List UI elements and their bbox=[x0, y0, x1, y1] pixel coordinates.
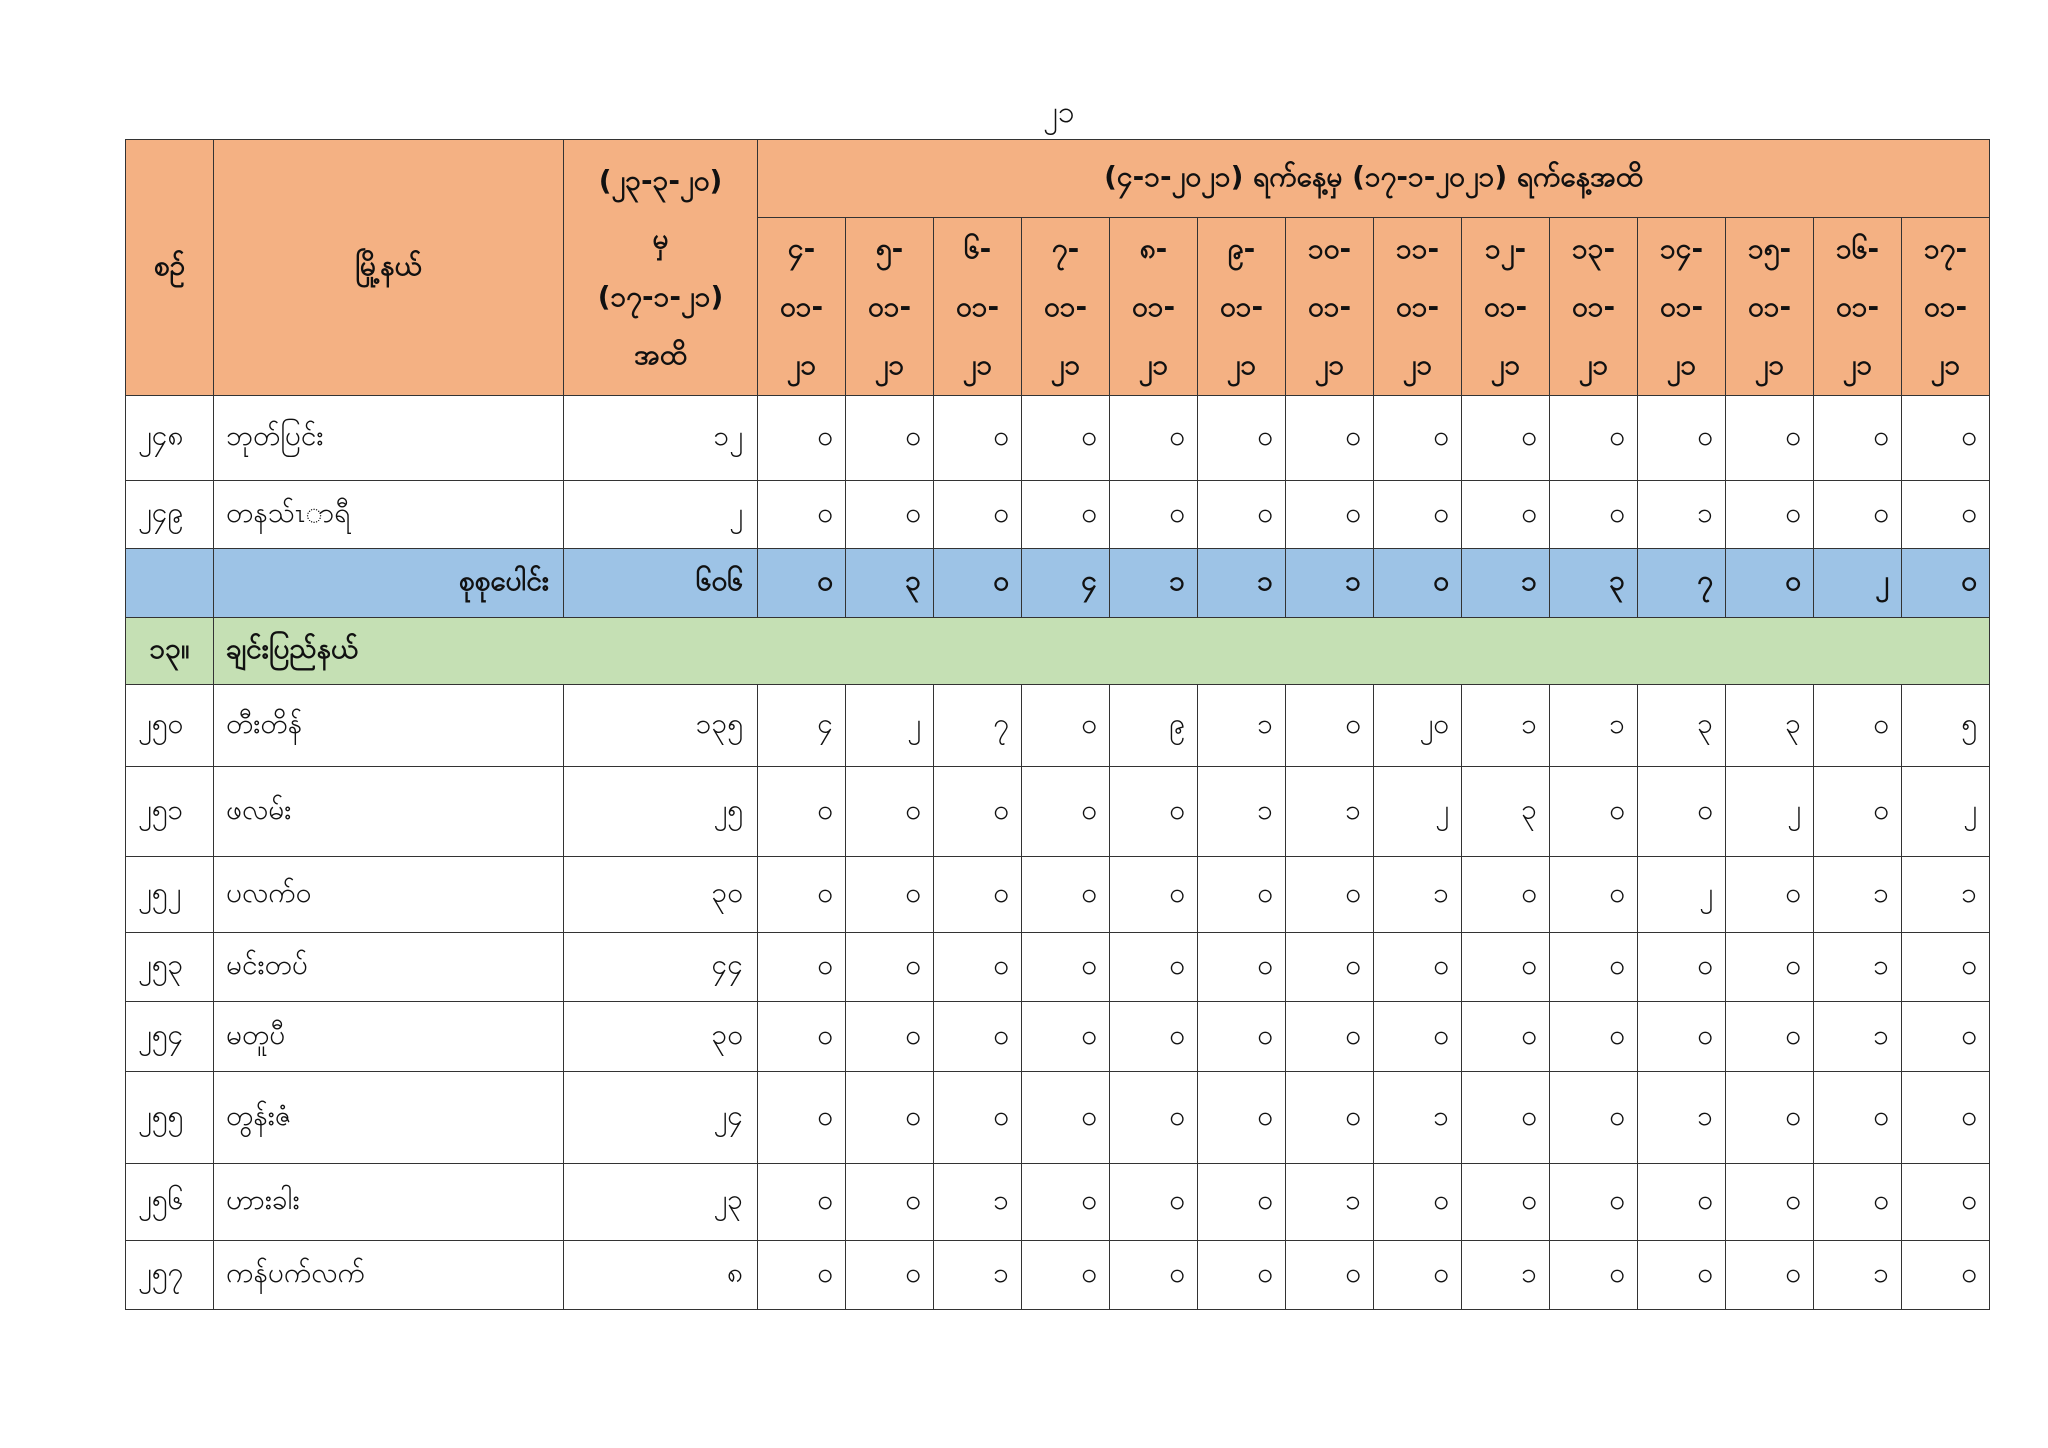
header-day-line: ၁၀- bbox=[1307, 231, 1352, 265]
row-day-value: ၀ bbox=[1110, 933, 1198, 1002]
row-day-value: ၀ bbox=[1110, 396, 1198, 481]
header-day-line: ၀၁- bbox=[1307, 289, 1352, 323]
row-day-value: ၂ bbox=[1726, 767, 1814, 857]
row-day-value: ၀ bbox=[1110, 1164, 1198, 1241]
row-day-value: ၁ bbox=[1286, 767, 1374, 857]
row-day-value: ၀ bbox=[1110, 1072, 1198, 1164]
header-day-line: ၂၁ bbox=[1490, 347, 1521, 381]
row-day-value: ၀ bbox=[1814, 685, 1902, 767]
row-day-value: ၀ bbox=[1110, 1241, 1198, 1310]
header-day-10 bbox=[1550, 218, 1638, 396]
row-day-value: ၃ bbox=[1638, 685, 1726, 767]
row-day-value: ၀ bbox=[934, 767, 1022, 857]
header-day-line: ၂၁ bbox=[1226, 347, 1257, 381]
region-header-row bbox=[126, 618, 1990, 685]
header-date-range: (၄-၁-၂၀၂၁) ရက်နေ့မှ (၁၇-၁-၂၀၂၁) ရက်နေ့အထိ bbox=[758, 140, 1990, 218]
row-day-value: ၂ bbox=[846, 685, 934, 767]
header-day-line: ၂၁ bbox=[1402, 347, 1433, 381]
row-day-value: ၀ bbox=[1902, 396, 1990, 481]
header-day-line: ၀၁- bbox=[1571, 289, 1616, 323]
row-day-value: ၀ bbox=[1814, 1164, 1902, 1241]
header-day-13 bbox=[1814, 218, 1902, 396]
row-day-value: ၀ bbox=[1374, 396, 1462, 481]
row-serial-no: ၂၅၄ bbox=[126, 1002, 214, 1072]
total-row-day-value: ၂ bbox=[1814, 549, 1902, 618]
row-township-name: ဖလမ်း bbox=[214, 767, 564, 857]
row-day-value: ၀ bbox=[1022, 481, 1110, 549]
table-row bbox=[126, 933, 1990, 1002]
row-day-value: ၀ bbox=[1286, 1072, 1374, 1164]
header-day-line: ၂၁ bbox=[786, 347, 817, 381]
row-day-value: ၀ bbox=[758, 1241, 846, 1310]
header-day-line: ၀၁- bbox=[867, 289, 912, 323]
header-day-line: ၁၁- bbox=[1395, 231, 1440, 265]
row-day-value: ၀ bbox=[1286, 1002, 1374, 1072]
header-day-line: ၀၁- bbox=[1483, 289, 1528, 323]
row-day-value: ၀ bbox=[1374, 1241, 1462, 1310]
row-day-value: ၀ bbox=[1286, 933, 1374, 1002]
row-day-value: ၀ bbox=[1286, 857, 1374, 933]
row-day-value: ၀ bbox=[1726, 1241, 1814, 1310]
row-day-value: ၀ bbox=[1550, 933, 1638, 1002]
row-day-value: ၀ bbox=[1198, 1072, 1286, 1164]
header-day-line: ၂၁ bbox=[1754, 347, 1785, 381]
header-day-line: ၀၁- bbox=[1923, 289, 1968, 323]
row-serial-no: ၂၄၈ bbox=[126, 396, 214, 481]
table-row bbox=[126, 1164, 1990, 1241]
row-day-value: ၂ bbox=[1638, 857, 1726, 933]
row-day-value: ၇ bbox=[934, 685, 1022, 767]
row-day-value: ၀ bbox=[1022, 1002, 1110, 1072]
row-day-value: ၀ bbox=[758, 396, 846, 481]
header-day-line: ၆- bbox=[963, 231, 992, 265]
header-day-7 bbox=[1286, 218, 1374, 396]
header-day-3 bbox=[934, 218, 1022, 396]
header-day-line: ၀၁- bbox=[1043, 289, 1088, 323]
row-day-value: ၁ bbox=[1198, 767, 1286, 857]
row-day-value: ၀ bbox=[846, 481, 934, 549]
row-township-name: ကန်ပက်လက် bbox=[214, 1241, 564, 1310]
header-day-8 bbox=[1374, 218, 1462, 396]
page-number: ၂၁ bbox=[1043, 95, 1075, 130]
row-day-value: ၀ bbox=[1814, 767, 1902, 857]
row-day-value: ၃ bbox=[1726, 685, 1814, 767]
row-day-value: ၀ bbox=[1902, 481, 1990, 549]
row-day-value: ၀ bbox=[846, 1164, 934, 1241]
row-day-value: ၀ bbox=[1198, 1164, 1286, 1241]
table-row bbox=[126, 1241, 1990, 1310]
row-day-value: ၀ bbox=[1726, 1002, 1814, 1072]
row-day-value: ၀ bbox=[758, 767, 846, 857]
row-day-value: ၀ bbox=[846, 857, 934, 933]
row-day-value: ၀ bbox=[1198, 396, 1286, 481]
row-day-value: ၀ bbox=[934, 396, 1022, 481]
row-day-value: ၀ bbox=[758, 933, 846, 1002]
row-serial-no: ၂၅၁ bbox=[126, 767, 214, 857]
header-day-line: ၂၁ bbox=[1842, 347, 1873, 381]
header-day-line: ၂၁ bbox=[962, 347, 993, 381]
row-day-value: ၀ bbox=[846, 1072, 934, 1164]
header-day-line: ၂၁ bbox=[1666, 347, 1697, 381]
row-day-value: ၀ bbox=[1022, 857, 1110, 933]
header-day-line: ၉- bbox=[1227, 231, 1256, 265]
row-day-value: ၀ bbox=[1902, 1241, 1990, 1310]
row-day-value: ၀ bbox=[1022, 933, 1110, 1002]
header-day-11 bbox=[1638, 218, 1726, 396]
row-day-value: ၀ bbox=[1550, 1072, 1638, 1164]
row-day-value: ၀ bbox=[934, 857, 1022, 933]
row-cumulative-total: ၁၃၅ bbox=[564, 685, 758, 767]
row-day-value: ၀ bbox=[1550, 396, 1638, 481]
row-day-value: ၂ bbox=[1374, 767, 1462, 857]
total-row-day-value: ၁ bbox=[1462, 549, 1550, 618]
row-day-value: ၀ bbox=[1198, 1002, 1286, 1072]
row-day-value: ၀ bbox=[1286, 481, 1374, 549]
row-day-value: ၁ bbox=[1814, 1002, 1902, 1072]
row-day-value: ၀ bbox=[758, 1072, 846, 1164]
row-day-value: ၀ bbox=[1726, 857, 1814, 933]
row-township-name: ဟားခါး bbox=[214, 1164, 564, 1241]
table-header bbox=[126, 140, 1990, 396]
header-day-line: ၂၁ bbox=[1314, 347, 1345, 381]
row-day-value: ၀ bbox=[1110, 481, 1198, 549]
header-day-6 bbox=[1198, 218, 1286, 396]
row-day-value: ၀ bbox=[1110, 767, 1198, 857]
header-total-line-3: (၁၇-၁-၂၁) bbox=[597, 279, 724, 313]
row-day-value: ၀ bbox=[1638, 1002, 1726, 1072]
header-day-line: ၀၁- bbox=[1747, 289, 1792, 323]
row-day-value: ၁ bbox=[1902, 857, 1990, 933]
row-day-value: ၅ bbox=[1902, 685, 1990, 767]
row-day-value: ၁ bbox=[1374, 1072, 1462, 1164]
header-day-line: ၂၁ bbox=[1578, 347, 1609, 381]
region-number: ၁၃။ bbox=[126, 618, 214, 685]
header-day-5 bbox=[1110, 218, 1198, 396]
row-township-name: တနသ်ၤာရီ bbox=[214, 481, 564, 549]
header-day-line: ၂၁ bbox=[1930, 347, 1961, 381]
row-day-value: ၀ bbox=[1814, 396, 1902, 481]
row-day-value: ၀ bbox=[1638, 1241, 1726, 1310]
row-serial-no: ၂၄၉ bbox=[126, 481, 214, 549]
total-row-day-value: ၀ bbox=[758, 549, 846, 618]
row-day-value: ၀ bbox=[1022, 1164, 1110, 1241]
row-cumulative-total: ၂၅ bbox=[564, 767, 758, 857]
row-day-value: ၉ bbox=[1110, 685, 1198, 767]
row-day-value: ၁ bbox=[1286, 1164, 1374, 1241]
row-day-value: ၀ bbox=[1638, 767, 1726, 857]
row-day-value: ၂၀ bbox=[1374, 685, 1462, 767]
header-day-line: ၀၁- bbox=[955, 289, 1000, 323]
row-cumulative-total: ၃၀ bbox=[564, 857, 758, 933]
total-row-day-value: ၃ bbox=[1550, 549, 1638, 618]
header-day-line: ၀၁- bbox=[1835, 289, 1880, 323]
total-row-cumulative: ၆၀၆ bbox=[564, 549, 758, 618]
row-day-value: ၀ bbox=[1550, 857, 1638, 933]
row-serial-no: ၂၅၇ bbox=[126, 1241, 214, 1310]
header-day-line: ၁၅- bbox=[1747, 231, 1792, 265]
header-day-line: ၁၄- bbox=[1659, 231, 1704, 265]
total-row-blank bbox=[126, 549, 214, 618]
row-day-value: ၀ bbox=[1726, 1072, 1814, 1164]
row-day-value: ၁ bbox=[1198, 685, 1286, 767]
header-day-line: ၀၁- bbox=[779, 289, 824, 323]
row-day-value: ၁ bbox=[1814, 857, 1902, 933]
row-day-value: ၀ bbox=[1286, 685, 1374, 767]
row-day-value: ၀ bbox=[1374, 1164, 1462, 1241]
header-day-4 bbox=[1022, 218, 1110, 396]
total-row bbox=[126, 549, 1990, 618]
row-day-value: ၁ bbox=[934, 1241, 1022, 1310]
row-day-value: ၀ bbox=[846, 1241, 934, 1310]
row-township-name: ပလက်ဝ bbox=[214, 857, 564, 933]
row-day-value: ၀ bbox=[1550, 767, 1638, 857]
header-day-line: ၈- bbox=[1139, 231, 1168, 265]
row-day-value: ၀ bbox=[758, 481, 846, 549]
header-day-line: ၀၁- bbox=[1395, 289, 1440, 323]
row-township-name: တွန်းဇံ bbox=[214, 1072, 564, 1164]
row-day-value: ၀ bbox=[1286, 396, 1374, 481]
row-serial-no: ၂၅၅ bbox=[126, 1072, 214, 1164]
row-township-name: တီးတိန် bbox=[214, 685, 564, 767]
row-day-value: ၀ bbox=[1198, 1241, 1286, 1310]
row-day-value: ၀ bbox=[1814, 481, 1902, 549]
row-day-value: ၀ bbox=[1374, 933, 1462, 1002]
row-cumulative-total: ၈ bbox=[564, 1241, 758, 1310]
row-day-value: ၄ bbox=[758, 685, 846, 767]
row-day-value: ၃ bbox=[1462, 767, 1550, 857]
row-day-value: ၀ bbox=[1726, 1164, 1814, 1241]
header-day-line: ၅- bbox=[875, 231, 904, 265]
row-day-value: ၀ bbox=[1286, 1241, 1374, 1310]
total-row-label: စုစုပေါင်း bbox=[214, 549, 564, 618]
covid-cases-table bbox=[125, 139, 1990, 1310]
row-day-value: ၀ bbox=[934, 933, 1022, 1002]
row-day-value: ၀ bbox=[1374, 481, 1462, 549]
header-day-line: ၂၁ bbox=[1050, 347, 1081, 381]
region-name: ချင်းပြည်နယ် bbox=[214, 618, 1990, 685]
header-township: မြို့နယ် bbox=[214, 140, 564, 396]
row-serial-no: ၂၅၆ bbox=[126, 1164, 214, 1241]
total-row-day-value: ၁ bbox=[1286, 549, 1374, 618]
row-day-value: ၀ bbox=[1462, 1002, 1550, 1072]
row-cumulative-total: ၂ bbox=[564, 481, 758, 549]
total-row-day-value: ၀ bbox=[1726, 549, 1814, 618]
header-day-line: ၁၃- bbox=[1571, 231, 1616, 265]
header-day-line: ၁၇- bbox=[1923, 231, 1968, 265]
total-row-day-value: ၄ bbox=[1022, 549, 1110, 618]
row-township-name: မတူပီ bbox=[214, 1002, 564, 1072]
header-serial-no: စဉ် bbox=[126, 140, 214, 396]
table-row bbox=[126, 481, 1990, 549]
header-total-line-2: မှ bbox=[652, 221, 669, 255]
row-cumulative-total: ၂၄ bbox=[564, 1072, 758, 1164]
row-day-value: ၀ bbox=[1902, 1002, 1990, 1072]
row-day-value: ၀ bbox=[758, 1164, 846, 1241]
row-day-value: ၀ bbox=[1110, 857, 1198, 933]
row-day-value: ၁ bbox=[1462, 685, 1550, 767]
row-day-value: ၀ bbox=[1550, 1241, 1638, 1310]
row-day-value: ၀ bbox=[846, 396, 934, 481]
row-day-value: ၁ bbox=[934, 1164, 1022, 1241]
header-day-line: ၁၂- bbox=[1484, 231, 1527, 265]
row-day-value: ၀ bbox=[846, 767, 934, 857]
row-day-value: ၀ bbox=[1550, 481, 1638, 549]
row-township-name: ဘုတ်ပြင်း bbox=[214, 396, 564, 481]
total-row-day-value: ၀ bbox=[934, 549, 1022, 618]
row-cumulative-total: ၃၀ bbox=[564, 1002, 758, 1072]
row-cumulative-total: ၂၃ bbox=[564, 1164, 758, 1241]
header-total-line-1: (၂၃-၃-၂၀) bbox=[598, 163, 723, 197]
row-day-value: ၂ bbox=[1902, 767, 1990, 857]
row-day-value: ၁ bbox=[1638, 1072, 1726, 1164]
row-day-value: ၀ bbox=[1638, 933, 1726, 1002]
header-total-line-4: အထိ bbox=[634, 337, 687, 371]
header-day-12 bbox=[1726, 218, 1814, 396]
header-day-line: ၀၁- bbox=[1131, 289, 1176, 323]
table-body bbox=[126, 396, 1990, 1310]
row-day-value: ၀ bbox=[1022, 396, 1110, 481]
row-serial-no: ၂၅၀ bbox=[126, 685, 214, 767]
row-day-value: ၀ bbox=[1814, 1072, 1902, 1164]
row-cumulative-total: ၁၂ bbox=[564, 396, 758, 481]
total-row-day-value: ၇ bbox=[1638, 549, 1726, 618]
row-day-value: ၀ bbox=[846, 1002, 934, 1072]
row-day-value: ၀ bbox=[1462, 396, 1550, 481]
header-cumulative-total bbox=[564, 140, 758, 396]
row-day-value: ၀ bbox=[1550, 1164, 1638, 1241]
row-day-value: ၀ bbox=[1638, 1164, 1726, 1241]
row-day-value: ၀ bbox=[1726, 396, 1814, 481]
row-day-value: ၀ bbox=[1462, 857, 1550, 933]
row-day-value: ၀ bbox=[1462, 1164, 1550, 1241]
header-day-2 bbox=[846, 218, 934, 396]
table-row bbox=[126, 767, 1990, 857]
row-day-value: ၀ bbox=[1550, 1002, 1638, 1072]
table-row bbox=[126, 857, 1990, 933]
header-day-line: ၄- bbox=[787, 231, 816, 265]
table-row bbox=[126, 396, 1990, 481]
row-day-value: ၀ bbox=[1374, 1002, 1462, 1072]
header-day-line: ၀၁- bbox=[1219, 289, 1264, 323]
table-row bbox=[126, 685, 1990, 767]
row-day-value: ၀ bbox=[1902, 1164, 1990, 1241]
row-day-value: ၀ bbox=[1462, 1072, 1550, 1164]
row-day-value: ၀ bbox=[1462, 481, 1550, 549]
row-day-value: ၀ bbox=[1022, 767, 1110, 857]
total-row-day-value: ၀ bbox=[1902, 549, 1990, 618]
row-township-name: မင်းတပ် bbox=[214, 933, 564, 1002]
header-day-1 bbox=[758, 218, 846, 396]
row-day-value: ၀ bbox=[934, 1072, 1022, 1164]
row-day-value: ၀ bbox=[1198, 933, 1286, 1002]
row-day-value: ၀ bbox=[1902, 1072, 1990, 1164]
table-row bbox=[126, 1002, 1990, 1072]
row-day-value: ၀ bbox=[1022, 1241, 1110, 1310]
header-day-line: ၁၆- bbox=[1835, 231, 1880, 265]
row-day-value: ၀ bbox=[1902, 933, 1990, 1002]
row-day-value: ၀ bbox=[1110, 1002, 1198, 1072]
total-row-day-value: ၁ bbox=[1110, 549, 1198, 618]
table-row bbox=[126, 1072, 1990, 1164]
header-day-line: ၂၁ bbox=[874, 347, 905, 381]
row-day-value: ၁ bbox=[1814, 933, 1902, 1002]
row-day-value: ၀ bbox=[758, 857, 846, 933]
row-day-value: ၁ bbox=[1462, 1241, 1550, 1310]
row-day-value: ၀ bbox=[1726, 933, 1814, 1002]
header-day-line: ၇- bbox=[1051, 231, 1080, 265]
row-day-value: ၀ bbox=[846, 933, 934, 1002]
header-day-9 bbox=[1462, 218, 1550, 396]
total-row-day-value: ၁ bbox=[1198, 549, 1286, 618]
row-day-value: ၀ bbox=[1198, 481, 1286, 549]
row-cumulative-total: ၄၄ bbox=[564, 933, 758, 1002]
row-day-value: ၀ bbox=[1726, 481, 1814, 549]
row-day-value: ၀ bbox=[934, 1002, 1022, 1072]
row-day-value: ၀ bbox=[1638, 396, 1726, 481]
header-day-line: ၀၁- bbox=[1659, 289, 1704, 323]
row-day-value: ၀ bbox=[1462, 933, 1550, 1002]
row-day-value: ၀ bbox=[1022, 1072, 1110, 1164]
header-day-14 bbox=[1902, 218, 1990, 396]
row-day-value: ၁ bbox=[1374, 857, 1462, 933]
row-day-value: ၁ bbox=[1814, 1241, 1902, 1310]
row-day-value: ၀ bbox=[1198, 857, 1286, 933]
total-row-day-value: ၃ bbox=[846, 549, 934, 618]
row-day-value: ၀ bbox=[934, 481, 1022, 549]
row-serial-no: ၂၅၂ bbox=[126, 857, 214, 933]
row-day-value: ၀ bbox=[758, 1002, 846, 1072]
row-day-value: ၁ bbox=[1550, 685, 1638, 767]
row-day-value: ၁ bbox=[1638, 481, 1726, 549]
header-day-line: ၂၁ bbox=[1138, 347, 1169, 381]
row-serial-no: ၂၅၃ bbox=[126, 933, 214, 1002]
row-day-value: ၀ bbox=[1022, 685, 1110, 767]
total-row-day-value: ၀ bbox=[1374, 549, 1462, 618]
